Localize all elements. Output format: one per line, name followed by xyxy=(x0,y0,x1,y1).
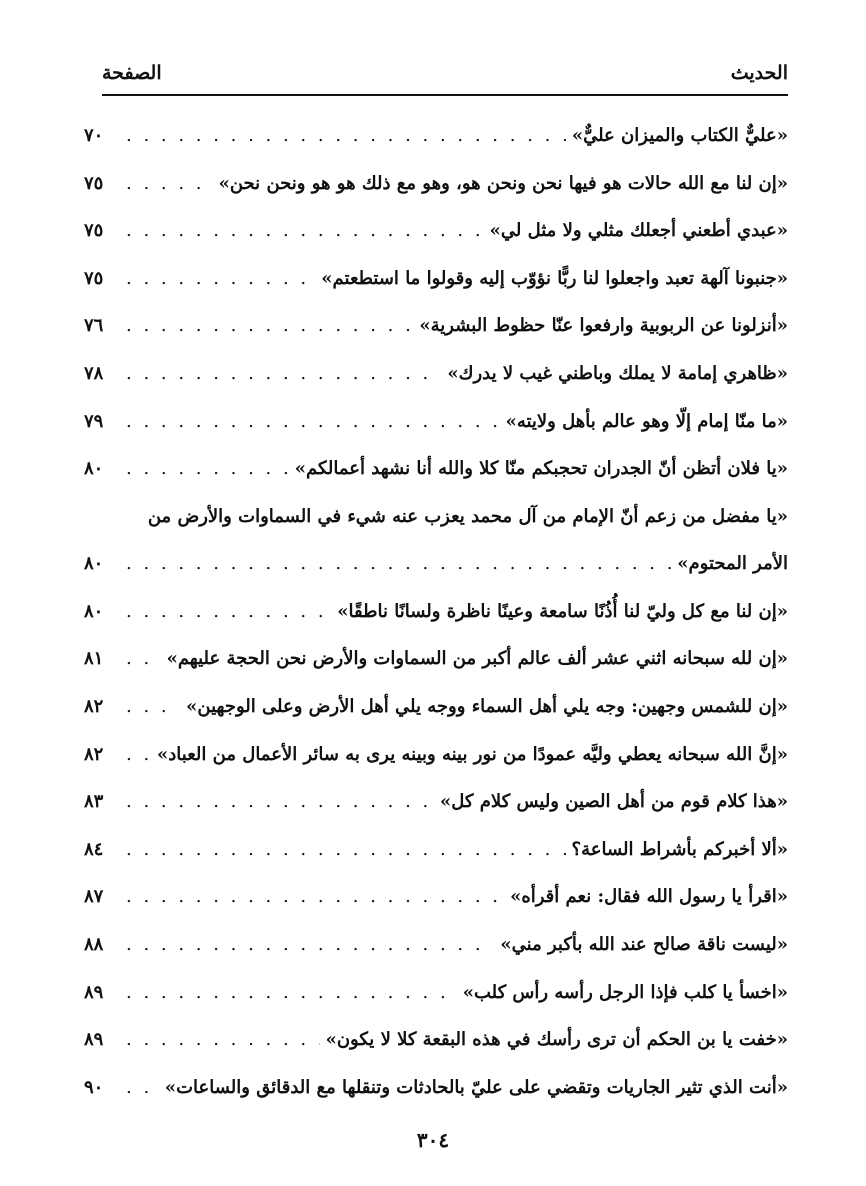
entry-page-number: ٧٥ xyxy=(84,220,104,242)
index-entry xyxy=(84,731,788,779)
dot-leader xyxy=(126,826,566,874)
entry-text: «هذا كلام قوم من أهل الصين وليس كلام كل» xyxy=(440,791,788,813)
entry-text: «أنت الذي تثير الجاريات وتقضي على عليّ بالحادثات وتنقلها مع الدقائق والساعات» xyxy=(164,1076,788,1098)
entry-text: «عبدي أطعني أجعلك مثلي ولا مثل لي» xyxy=(489,220,788,242)
dot-leader xyxy=(126,255,315,303)
index-entry xyxy=(84,445,788,493)
index-entry xyxy=(84,350,788,398)
dot-leader xyxy=(126,540,671,587)
entry-page-number: ٧٦ xyxy=(84,315,104,337)
entry-text: «إنَّ الله سبحانه يعطي وليَّه عمودًا من نور بينه وبينه يرى به سائر الأعمال من العباد» xyxy=(157,743,788,765)
index-entry xyxy=(84,826,788,874)
entry-page-number: ٩٠ xyxy=(84,1076,104,1098)
index-entry xyxy=(84,398,788,446)
entry-page-number: ٨٩ xyxy=(84,1029,104,1051)
index-entry xyxy=(84,635,788,683)
entry-text: «ظاهري إمامة لا يملك وباطني غيب لا يدرك» xyxy=(447,362,788,384)
dot-leader xyxy=(126,302,413,350)
entry-text: «يا فلان أتظن أنّ الجدران تحجبكم منّا كلا والله أنا نشهد أعمالكم» xyxy=(294,458,788,480)
entry-page-number: ٧٩ xyxy=(84,410,104,432)
entry-text: «اخسأ يا كلب فإذا الرجل رأسه رأس كلب» xyxy=(462,981,788,1003)
entry-text: «يا مفضل من زعم أنّ الإمام من آل محمد يعزب عنه شيء في السماوات والأرض من xyxy=(147,505,788,527)
dot-leader xyxy=(126,921,494,969)
index-entry xyxy=(84,921,788,969)
index-entry xyxy=(84,112,788,160)
dot-leader xyxy=(126,1064,159,1112)
index-entry xyxy=(84,778,788,826)
entry-page-number: ٧٠ xyxy=(84,125,104,146)
entry-text: «خفت يا بن الحكم أن ترى رأسك في هذه البقعة كلا لا يكون» xyxy=(325,1029,788,1051)
entry-text: «اقرأ يا رسول الله فقال: نعم أقرأه» xyxy=(510,886,788,908)
index-entry xyxy=(84,207,788,255)
dot-leader xyxy=(126,731,151,779)
index-entry xyxy=(84,255,788,303)
header-page-label: الصفحة xyxy=(102,62,162,84)
index-entry xyxy=(84,1064,788,1112)
dot-leader xyxy=(126,683,180,731)
dot-leader xyxy=(126,635,161,683)
entry-page-number: ٨٢ xyxy=(84,743,104,765)
dot-leader xyxy=(126,445,289,493)
dot-leader xyxy=(126,112,566,160)
entry-page-number: ٨٧ xyxy=(84,886,104,908)
index-entry xyxy=(84,160,788,208)
entry-text: «إن لنا مع كل وليّ لنا أُذُنًا سامعة وعينًا ناظرة ولسانًا ناطقًا» xyxy=(337,600,788,622)
header-hadith-label: الحديث xyxy=(730,62,788,84)
index-entry xyxy=(84,588,788,636)
entry-text: «ليست ناقة صالح عند الله بأكبر مني» xyxy=(500,933,788,955)
dot-leader xyxy=(126,969,457,1017)
entry-page-number: ٧٥ xyxy=(84,267,104,289)
entry-page-number: ٧٥ xyxy=(84,172,104,194)
entry-page-number: ٨٩ xyxy=(84,981,104,1003)
entry-page-number: ٧٨ xyxy=(84,362,104,384)
index-entry xyxy=(84,873,788,921)
dot-leader xyxy=(126,873,504,921)
table-header xyxy=(102,58,788,88)
dot-leader xyxy=(126,778,434,826)
page-number: ٣٠٤ xyxy=(416,1128,450,1152)
entry-text: «إن لنا مع الله حالات هو فيها نحن ونحن هو، وهو مع ذلك هو هو ونحن نحن» xyxy=(218,172,788,194)
entry-text: «عليٌّ الكتاب والميزان عليٌّ» xyxy=(571,125,788,146)
entry-page-number: ٨١ xyxy=(84,648,104,670)
entry-text: «إن لله سبحانه اثني عشر ألف عالم أكبر من السماوات والأرض نحن الحجة عليهم» xyxy=(166,648,788,670)
entry-page-number: ٨٢ xyxy=(84,695,104,717)
index-entry xyxy=(84,969,788,1017)
entry-text: «إن للشمس وجهين: وجه يلي أهل السماء ووجه يلي أهل الأرض وعلى الوجهين» xyxy=(186,695,788,717)
entry-page-number: ٨٠ xyxy=(84,458,104,480)
entry-page-number: ٨٣ xyxy=(84,791,104,813)
index-entry xyxy=(84,493,788,588)
dot-leader xyxy=(126,588,331,636)
index-entries xyxy=(84,112,788,1111)
entry-text: «ألا أخبركم بأشراط الساعة؟ xyxy=(571,838,788,860)
index-entry xyxy=(84,302,788,350)
dot-leader xyxy=(126,1016,320,1064)
entry-page-number: ٨٤ xyxy=(84,838,104,860)
dot-leader xyxy=(126,207,484,255)
entry-page-number: ٨٠ xyxy=(84,553,104,575)
entry-page-number: ٨٨ xyxy=(84,933,104,955)
index-entry xyxy=(84,1016,788,1064)
dot-leader xyxy=(126,398,500,446)
entry-text-continuation: الأمر المحتوم» xyxy=(677,553,788,575)
dot-leader xyxy=(126,350,441,398)
entry-text: «جنبونا آلهة تعبد واجعلوا لنا ربًّا نؤوّب إليه وقولوا ما استطعتم» xyxy=(321,267,788,289)
entry-text: «ما منّا إمام إلّا وهو عالم بأهل ولايته» xyxy=(505,410,788,432)
index-entry xyxy=(84,683,788,731)
dot-leader xyxy=(126,160,213,208)
entry-text: «أنزلونا عن الربوبية وارفعوا عنّا حظوط البشرية» xyxy=(419,315,788,337)
entry-page-number: ٨٠ xyxy=(84,600,104,622)
header-divider xyxy=(102,94,788,96)
